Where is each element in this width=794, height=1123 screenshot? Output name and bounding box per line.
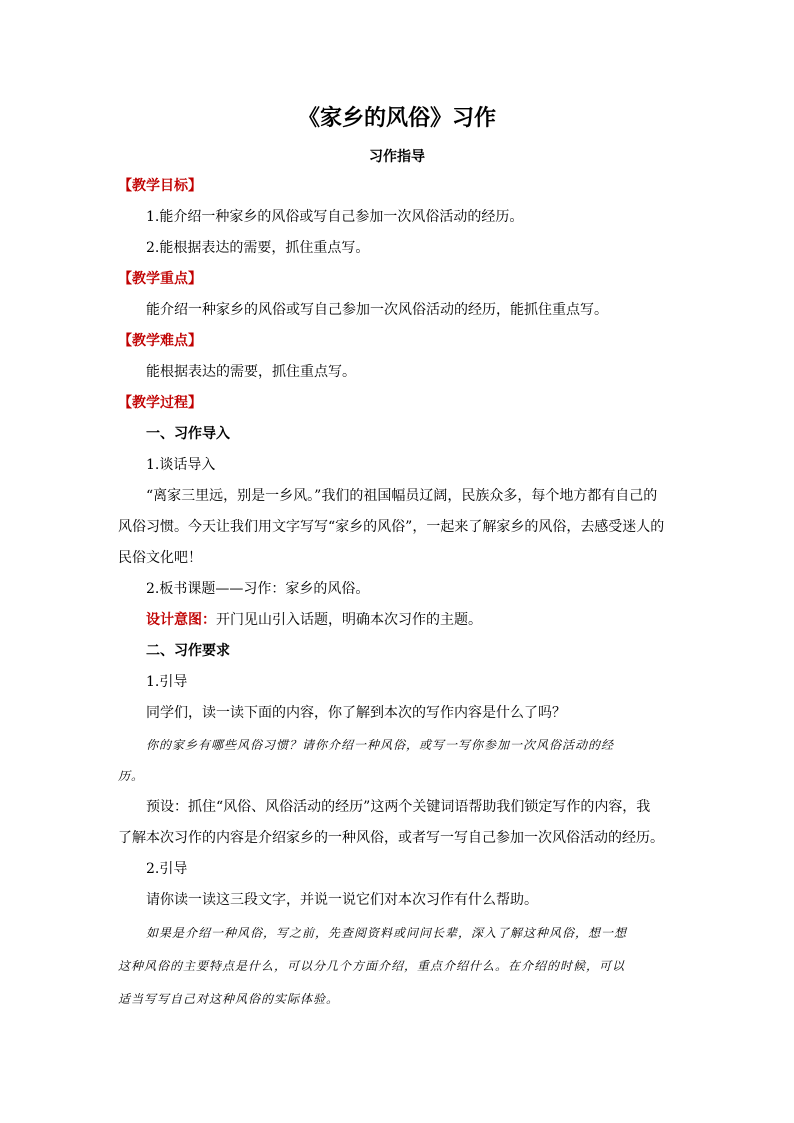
quote2-line-2: 这种风俗的主要特点是什么，可以分几个方面介绍，重点介绍什么。在介绍的时候，可以 [118,959,626,973]
intro-paragraph-line-1: “离家三里远，别是一乡风。”我们的祖国幅员辽阔，民族众多，每个地方都有自己的 [146,488,658,504]
design-intent-text: 开门见山引入话题，明确本次习作的主题。 [216,612,482,628]
design-intent-label: 设计意图： [146,612,216,628]
document-subtitle: 习作指导 [369,149,425,165]
quote1-line-1: 你的家乡有哪些风俗习惯？请你介绍一种风俗，或写一写你参加一次风俗活动的经 [146,738,615,752]
section-heading-keypoint: 【教学重点】 [118,271,202,287]
step1-sub2: 2.板书课题——习作：家乡的风俗。 [146,581,370,597]
design-intent [146,610,678,630]
intro-paragraph-line-2: 风俗习惯。今天让我们用文字写写“家乡的风俗”，一起来了解家乡的风俗，去感受迷人的 [118,519,665,535]
step2-sub1: 1.引导 [146,674,188,690]
guide2-text: 请你读一读这三段文字，并说一说它们对本次习作有什么帮助。 [146,892,538,908]
quote2-line-1: 如果是介绍一种风俗，写之前，先查阅资料或问问长辈，深入了解这种风俗，想一想 [146,926,628,940]
document-title: 《家乡的风俗》习作 [297,105,496,131]
quote2-line-3: 适当写写自己对这种风俗的实际体验。 [118,992,340,1006]
quote1-line-2: 历。 [118,769,145,783]
section-heading-process: 【教学过程】 [118,395,202,411]
preset-line-1: 预设：抓住“风俗、风俗活动的经历”这两个关键词语帮助我们锁定写作的内容，我 [146,799,651,815]
guide-question: 同学们，读一读下面的内容，你了解到本次的写作内容是什么了吗？ [146,705,566,721]
keypoint-text: 能介绍一种家乡的风俗或写自己参加一次风俗活动的经历，能抓住重点写。 [146,302,608,318]
goal-item-1: 1.能介绍一种家乡的风俗或写自己参加一次风俗活动的经历。 [146,209,524,225]
step2-heading: 二、习作要求 [146,643,230,659]
section-heading-difficulty: 【教学难点】 [118,333,202,349]
intro-paragraph-line-3: 民俗文化吧！ [118,550,202,566]
step2-sub2: 2.引导 [146,861,188,877]
preset-line-2: 了解本次习作的内容是介绍家乡的一种风俗，或者写一写自己参加一次风俗活动的经历。 [118,830,664,846]
goal-item-2: 2.能根据表达的需要，抓住重点写。 [146,240,370,256]
step1-heading: 一、习作导入 [146,426,230,442]
section-heading-goals: 【教学目标】 [118,178,202,194]
step1-sub1: 1.谈话导入 [146,457,216,473]
difficulty-text: 能根据表达的需要，抓住重点写。 [146,364,356,380]
